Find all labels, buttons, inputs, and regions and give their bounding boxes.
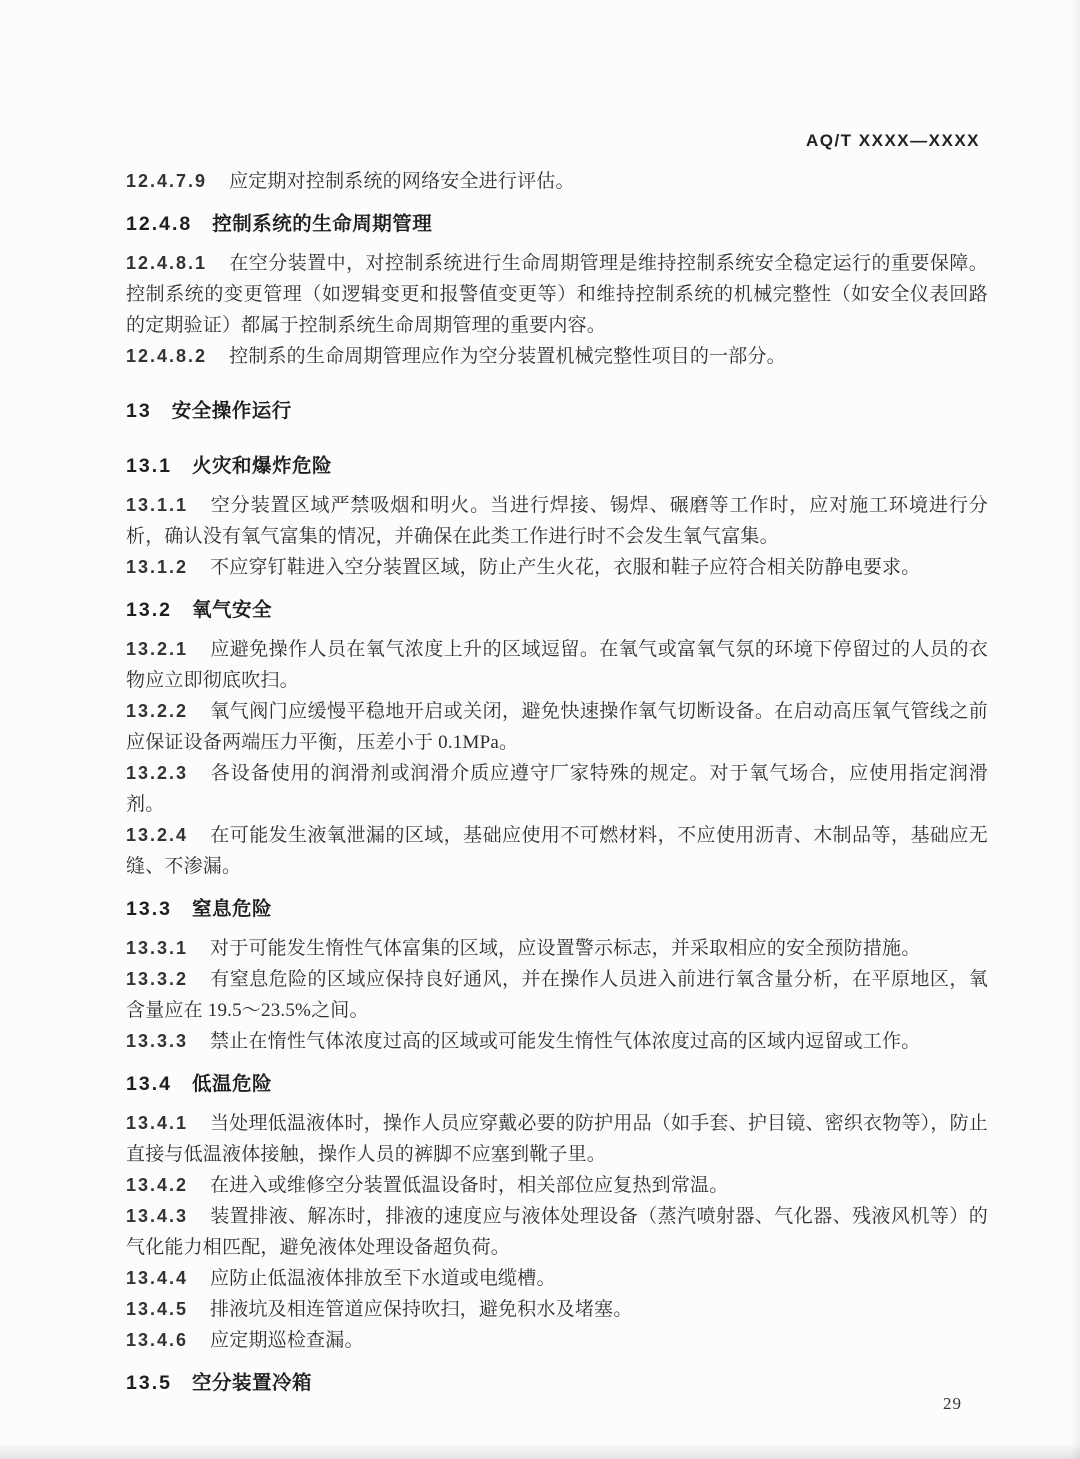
clause-number: 12.4.7.9 [126, 171, 208, 191]
clause-number: 13.2.4 [126, 825, 189, 845]
clause-number: 13.4.3 [126, 1206, 189, 1226]
clause-number: 13.4.6 [126, 1330, 189, 1350]
clause-text: 安全操作运行 [171, 400, 292, 422]
clause-text: 在可能发生液氧泄漏的区域，基础应使用不可燃材料，不应使用沥青、木制品等，基础应无缝、不渗漏。 [126, 825, 988, 877]
clause-text: 火灾和爆炸危险 [191, 455, 332, 477]
clause-number: 13.2 [126, 599, 172, 621]
clause-number: 13.1 [126, 455, 172, 477]
clause-text: 低温危险 [191, 1073, 272, 1095]
clause-paragraph [126, 933, 988, 964]
clause-paragraph [126, 1263, 988, 1294]
clause-number: 13.2.1 [126, 639, 189, 659]
clause-paragraph [126, 166, 988, 197]
clause-paragraph [126, 1026, 988, 1057]
clause-number: 12.4.8.2 [126, 346, 208, 366]
clause-paragraph [126, 820, 988, 882]
clause-text: 控制系的生命周期管理应作为空分装置机械完整性项目的一部分。 [229, 346, 786, 367]
clause-text: 应避免操作人员在氧气浓度上升的区域逗留。在氧气或富氧气氛的环境下停留过的人员的衣物应立即彻底吹扫。 [126, 639, 988, 691]
section-heading [126, 1069, 988, 1100]
clause-number: 12.4.8 [126, 213, 193, 235]
clause-text: 对于可能发生惰性气体富集的区域，应设置警示标志，并采取相应的安全预防措施。 [210, 938, 921, 959]
section-heading [126, 209, 988, 240]
chapter-heading [126, 396, 988, 427]
clause-number: 13.4.1 [126, 1113, 189, 1133]
clause-text: 在空分装置中，对控制系统进行生命周期管理是维持控制系统安全稳定运行的重要保障。控制系统的变更管理（如逻辑变更和报警值变更等）和维持控制系统的机械完整性（如安全仪表回路的定期验证）都属于控制系统生命周期管理的重要内容。 [126, 253, 988, 336]
clause-number: 13.3.3 [126, 1031, 189, 1051]
clause-text: 当处理低温液体时，操作人员应穿戴必要的防护用品（如手套、护目镜、密织衣物等），防止直接与低温液体接触，操作人员的裤脚不应塞到靴子里。 [126, 1113, 988, 1165]
clause-text: 装置排液、解冻时，排液的速度应与液体处理设备（蒸汽喷射器、气化器、残液风机等）的气化能力相匹配，避免液体处理设备超负荷。 [126, 1206, 988, 1258]
clause-number: 12.4.8.1 [126, 253, 208, 273]
section-heading [126, 595, 988, 626]
clause-text: 有窒息危险的区域应保持良好通风，并在操作人员进入前进行氧含量分析，在平原地区，氧含量应在 19.5～23.5%之间。 [126, 969, 988, 1021]
clause-text: 空分装置冷箱 [191, 1372, 312, 1394]
clause-text: 空分装置区域严禁吸烟和明火。当进行焊接、锡焊、碾磨等工作时，应对施工环境进行分析，确认没有氧气富集的情况，并确保在此类工作进行时不会发生氧气富集。 [126, 495, 988, 547]
clause-text: 控制系统的生命周期管理 [212, 213, 433, 235]
clause-text: 排液坑及相连管道应保持吹扫，避免积水及堵塞。 [210, 1299, 633, 1320]
clause-text: 应防止低温液体排放至下水道或电缆槽。 [210, 1268, 556, 1289]
clause-number: 13.2.3 [126, 763, 189, 783]
clause-number: 13.1.1 [126, 495, 189, 515]
clause-paragraph [126, 490, 988, 552]
clause-paragraph [126, 552, 988, 583]
clause-paragraph [126, 1325, 988, 1356]
clause-text: 应定期巡检查漏。 [210, 1330, 364, 1351]
section-heading [126, 894, 988, 925]
clause-number: 13.3.2 [126, 969, 189, 989]
clause-paragraph [126, 1201, 988, 1263]
section-heading [126, 451, 988, 482]
clause-text: 氧气阀门应缓慢平稳地开启或关闭，避免快速操作氧气切断设备。在启动高压氧气管线之前应保证设备两端压力平衡，压差小于 0.1MPa。 [126, 701, 988, 753]
clause-paragraph [126, 1170, 988, 1201]
document-body [126, 166, 988, 1407]
clause-text: 窒息危险 [191, 898, 272, 920]
clause-number: 13.4.2 [126, 1175, 189, 1195]
clause-text: 各设备使用的润滑剂或润滑介质应遵守厂家特殊的规定。对于氧气场合，应使用指定润滑剂。 [126, 763, 988, 815]
clause-number: 13.4.5 [126, 1299, 189, 1319]
clause-paragraph [126, 1294, 988, 1325]
clause-paragraph [126, 341, 988, 372]
clause-paragraph [126, 964, 988, 1026]
clause-text: 在进入或维修空分装置低温设备时，相关部位应复热到常温。 [210, 1175, 729, 1196]
clause-paragraph [126, 696, 988, 758]
clause-paragraph [126, 1108, 988, 1170]
clause-text: 不应穿钉鞋进入空分装置区域，防止产生火花，衣服和鞋子应符合相关防静电要求。 [210, 557, 921, 578]
page-number: 29 [943, 1394, 962, 1413]
clause-number: 13.4.4 [126, 1268, 189, 1288]
document-code-header: AQ/T XXXX—XXXX [805, 131, 980, 150]
clause-number: 13 [126, 400, 152, 422]
clause-paragraph [126, 634, 988, 696]
clause-number: 13.4 [126, 1073, 172, 1095]
clause-number: 13.2.2 [126, 701, 189, 721]
clause-text: 应定期对控制系统的网络安全进行评估。 [229, 171, 575, 192]
clause-number: 13.3 [126, 898, 172, 920]
clause-paragraph [126, 758, 988, 820]
clause-paragraph [126, 248, 988, 341]
section-heading [126, 1368, 988, 1399]
clause-number: 13.3.1 [126, 938, 189, 958]
clause-number: 13.5 [126, 1372, 172, 1394]
clause-text: 氧气安全 [191, 599, 272, 621]
clause-text: 禁止在惰性气体浓度过高的区域或可能发生惰性气体浓度过高的区域内逗留或工作。 [210, 1031, 921, 1052]
clause-number: 13.1.2 [126, 557, 189, 577]
